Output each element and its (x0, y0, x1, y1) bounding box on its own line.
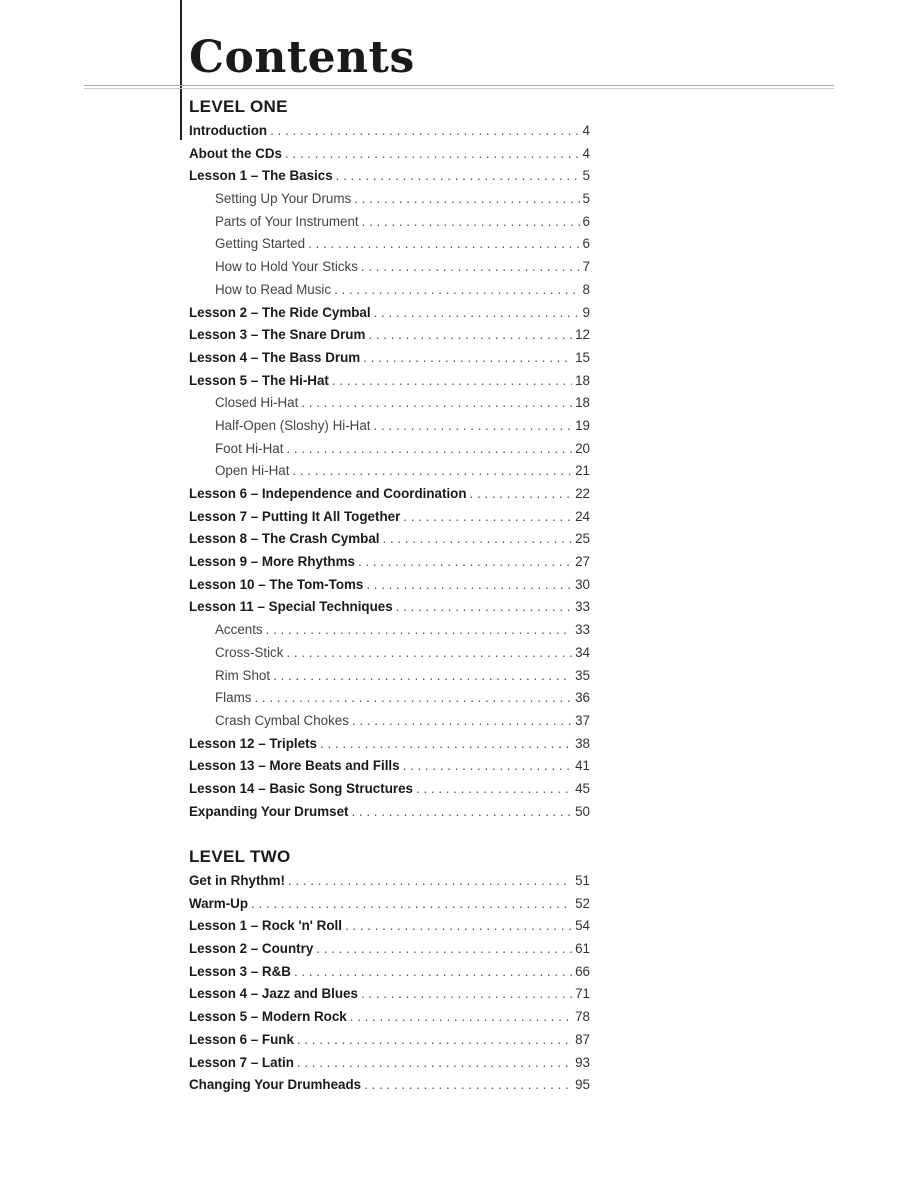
toc-page-number: 45 (575, 780, 590, 796)
toc-entry-label: Lesson 3 – The Snare Drum (189, 327, 366, 343)
toc-entry-label: Lesson 9 – More Rhythms (189, 554, 355, 570)
dot-leader (361, 256, 580, 279)
toc-entry-label: Flams (215, 690, 252, 706)
toc-subentry[interactable] (189, 438, 590, 461)
toc-entry-label: Rim Shot (215, 667, 271, 683)
toc-entry-label: Lesson 6 – Independence and Coordination (189, 486, 467, 501)
toc-entry-label: Lesson 7 – Latin (189, 1054, 294, 1070)
toc-entry[interactable] (189, 778, 590, 801)
dot-leader (416, 778, 572, 801)
level-two-heading: LEVEL TWO (189, 847, 291, 866)
toc-page-number: 87 (575, 1031, 590, 1047)
dot-leader (362, 211, 580, 234)
toc-entry-label: Lesson 8 – The Crash Cymbal (189, 531, 380, 547)
dot-leader (368, 324, 572, 347)
toc-page-number: 50 (575, 803, 590, 819)
toc-entry[interactable] (189, 1052, 590, 1075)
dot-leader (354, 188, 579, 211)
dot-leader (374, 302, 580, 325)
toc-entry-label: Lesson 10 – The Tom-Toms (189, 576, 364, 592)
level-one-section (189, 94, 590, 823)
toc-entry-label: Half-Open (Sloshy) Hi-Hat (215, 417, 371, 433)
toc-entry-label: How to Read Music (215, 281, 332, 297)
toc-entry-label: Lesson 1 – Rock 'n' Roll (189, 918, 342, 934)
toc-entry-label: Lesson 5 – The Hi-Hat (189, 372, 329, 388)
toc-entry[interactable] (189, 733, 590, 756)
dot-leader (332, 370, 572, 393)
toc-subentry[interactable] (189, 687, 590, 710)
toc-entry-label: Lesson 1 – The Basics (189, 168, 333, 184)
toc-subentry[interactable] (189, 619, 590, 642)
toc-page-number: 18 (575, 372, 590, 388)
toc-subentry[interactable] (189, 233, 590, 256)
toc-entry-label: Lesson 2 – Country (189, 941, 314, 957)
toc-entry[interactable] (189, 893, 590, 916)
dot-leader (288, 870, 572, 893)
toc-page-number: 51 (575, 873, 590, 888)
dot-leader (336, 165, 580, 188)
dot-leader (254, 687, 572, 710)
toc-page-number: 25 (575, 531, 590, 547)
toc-entry-label: Get in Rhythm! (189, 873, 285, 888)
toc-entry-label: Cross-Stick (215, 644, 284, 660)
dot-leader (470, 483, 573, 506)
page-title: Contents (189, 32, 415, 83)
toc-page-number: 7 (582, 259, 590, 275)
dot-leader (320, 733, 572, 756)
toc-subentry[interactable] (189, 188, 590, 211)
toc-entry[interactable] (189, 1029, 590, 1052)
toc-entry[interactable] (189, 1006, 590, 1029)
dot-leader (363, 347, 572, 370)
toc-entry[interactable] (189, 302, 590, 325)
toc-page-number: 33 (575, 599, 590, 615)
toc-page-number: 12 (575, 327, 590, 343)
toc-entry-label: Introduction (189, 123, 268, 138)
dot-leader (273, 665, 572, 688)
toc-page-number: 95 (575, 1077, 590, 1093)
toc-page-number: 5 (582, 191, 590, 207)
toc-page-number: 9 (582, 304, 590, 320)
toc-entry[interactable] (189, 870, 590, 893)
toc-page-number: 6 (582, 213, 590, 229)
toc-entry-label: Lesson 6 – Funk (189, 1031, 294, 1047)
toc-entry[interactable] (189, 596, 590, 619)
toc-page-number: 6 (582, 236, 590, 252)
toc-entry[interactable] (189, 574, 590, 597)
toc-page-number: 30 (575, 576, 590, 592)
toc-page-number: 35 (575, 667, 590, 683)
toc-entry[interactable] (189, 915, 590, 938)
toc-page-number: 4 (582, 123, 590, 138)
toc-entry[interactable] (189, 961, 590, 984)
toc-page-number: 41 (575, 758, 590, 774)
dot-leader (383, 528, 573, 551)
toc-page-number: 19 (575, 417, 590, 433)
toc-page-number: 5 (582, 168, 590, 184)
toc-entry-label: Warm-Up (189, 895, 249, 911)
toc-page-number: 38 (575, 735, 590, 751)
toc-page-number: 37 (575, 712, 590, 728)
toc-entry-label: Lesson 12 – Triplets (189, 735, 318, 751)
toc-entry-label: Lesson 2 – The Ride Cymbal (189, 304, 371, 320)
dot-leader (374, 415, 573, 438)
toc-subentry[interactable] (189, 279, 590, 302)
toc-page-number: 18 (575, 395, 590, 411)
dot-leader (358, 551, 572, 574)
toc-entry-label: Lesson 11 – Special Techniques (189, 599, 393, 615)
toc-entry-label: Lesson 13 – More Beats and Fills (189, 758, 400, 774)
toc-entry-label: Crash Cymbal Chokes (215, 712, 349, 728)
toc-page-number: 22 (575, 486, 590, 501)
toc-page-number: 8 (582, 281, 590, 297)
toc-entry[interactable] (189, 938, 590, 961)
toc-page-number: 20 (575, 440, 590, 456)
toc-page-number: 36 (575, 690, 590, 706)
toc-entry-label: Closed Hi-Hat (215, 395, 299, 411)
dot-leader (403, 755, 572, 778)
toc-subentry[interactable] (189, 392, 590, 415)
toc-entry[interactable] (189, 528, 590, 551)
toc-subentry[interactable] (189, 460, 590, 483)
dot-leader (350, 1006, 572, 1029)
toc-entry-label: About the CDs (189, 145, 282, 161)
dot-leader (294, 961, 572, 984)
dot-leader (316, 938, 572, 961)
toc-entry[interactable] (189, 143, 590, 166)
dot-leader (286, 642, 572, 665)
toc-page-number: 24 (575, 508, 590, 524)
dot-leader (251, 893, 572, 916)
dot-leader (301, 392, 572, 415)
dot-leader (364, 1074, 572, 1097)
horizontal-rule-secondary (84, 88, 834, 89)
toc-entry[interactable] (189, 506, 590, 529)
toc-entry-label: Setting Up Your Drums (215, 191, 352, 207)
toc-entry[interactable] (189, 370, 590, 393)
toc-entry[interactable] (189, 165, 590, 188)
toc-page-number: 4 (582, 145, 590, 161)
toc-entry[interactable] (189, 551, 590, 574)
toc-subentry[interactable] (189, 665, 590, 688)
dot-leader (270, 120, 579, 143)
dot-leader (396, 596, 572, 619)
dot-leader (297, 1029, 572, 1052)
dot-leader (297, 1052, 572, 1075)
toc-page-number: 61 (575, 941, 590, 957)
dot-leader (351, 801, 572, 824)
level-one-entries (189, 120, 590, 823)
toc-subentry[interactable] (189, 415, 590, 438)
toc-page-number: 52 (575, 895, 590, 911)
toc-entry-label: Lesson 4 – The Bass Drum (189, 349, 361, 365)
toc-entry-label: Lesson 5 – Modern Rock (189, 1009, 347, 1025)
toc-subentry[interactable] (189, 710, 590, 733)
level-two-entries (189, 870, 590, 1097)
dot-leader (292, 460, 572, 483)
toc-entry-label: Getting Started (215, 236, 306, 252)
toc-page-number: 78 (575, 1009, 590, 1025)
toc-entry[interactable] (189, 483, 590, 506)
level-two-section (189, 844, 590, 1097)
toc-entry[interactable] (189, 801, 590, 824)
dot-leader (334, 279, 579, 302)
toc-page-number: 21 (575, 463, 590, 479)
toc-entry[interactable] (189, 1074, 590, 1097)
toc-entry[interactable] (189, 324, 590, 347)
toc-page-number: 93 (575, 1054, 590, 1070)
toc-subentry[interactable] (189, 211, 590, 234)
toc-subentry[interactable] (189, 642, 590, 665)
dot-leader (403, 506, 572, 529)
toc-entry[interactable] (189, 120, 590, 143)
dot-leader (361, 983, 572, 1006)
dot-leader (352, 710, 572, 733)
toc-entry-label: Open Hi-Hat (215, 463, 290, 479)
toc-page-number: 27 (575, 554, 590, 570)
toc-entry-label: How to Hold Your Sticks (215, 259, 358, 275)
toc-entry-label: Lesson 14 – Basic Song Structures (189, 780, 413, 796)
toc-page-number: 54 (575, 918, 590, 934)
toc-page-number: 15 (575, 349, 590, 365)
toc-entry-label: Foot Hi-Hat (215, 440, 284, 456)
toc-entry-label: Lesson 3 – R&B (189, 963, 291, 979)
toc-subentry[interactable] (189, 256, 590, 279)
toc-entry[interactable] (189, 983, 590, 1006)
level-one-heading: LEVEL ONE (189, 97, 288, 116)
dot-leader (285, 143, 580, 166)
toc-page-number: 34 (575, 644, 590, 660)
dot-leader (286, 438, 572, 461)
toc-entry-label: Accents (215, 622, 263, 638)
dot-leader (308, 233, 579, 256)
toc-entry-label: Changing Your Drumheads (189, 1077, 362, 1093)
toc-entry[interactable] (189, 755, 590, 778)
toc-entry-label: Lesson 4 – Jazz and Blues (189, 986, 358, 1002)
toc-page-number: 71 (575, 986, 590, 1002)
toc-entry-label: Parts of Your Instrument (215, 213, 359, 229)
dot-leader (366, 574, 572, 597)
dot-leader (266, 619, 572, 642)
toc-entry-label: Expanding Your Drumset (189, 803, 349, 819)
vertical-rule (180, 0, 182, 140)
toc-entry-label: Lesson 7 – Putting It All Together (189, 508, 401, 524)
toc-entry[interactable] (189, 347, 590, 370)
toc-page-number: 33 (575, 622, 590, 638)
horizontal-rule (84, 85, 834, 86)
toc-page-number: 66 (575, 963, 590, 979)
dot-leader (345, 915, 572, 938)
